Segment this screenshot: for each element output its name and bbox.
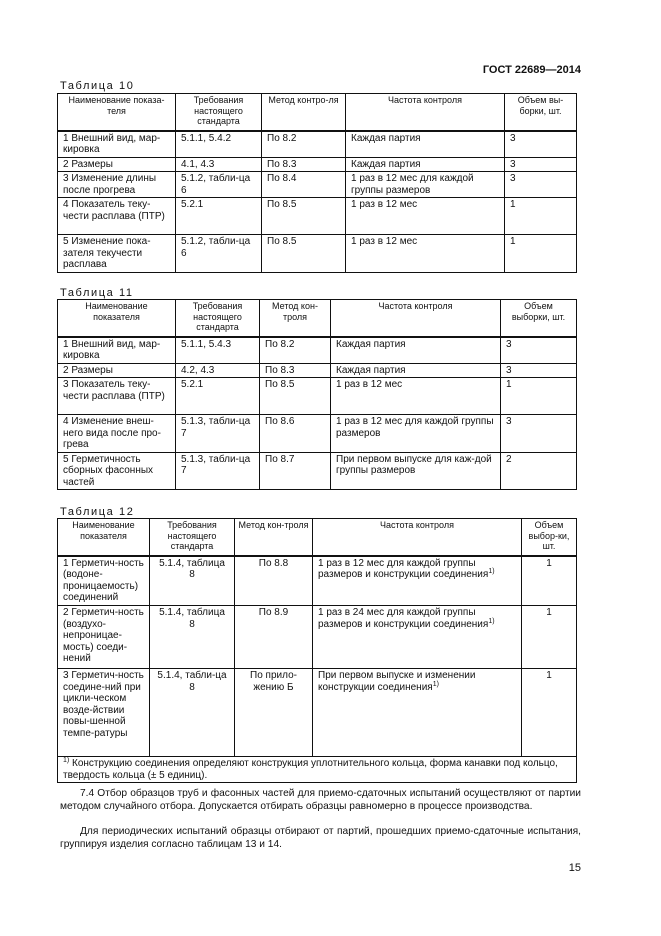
table-cell: 3 (505, 131, 577, 158)
table-cell: По 8.5 (260, 378, 331, 415)
table-cell: 5.1.2, табли-ца 6 (176, 235, 262, 273)
table-cell: 3 (501, 337, 577, 364)
table-cell: По 8.2 (260, 337, 331, 364)
column-header: Частота контроля (331, 300, 501, 337)
column-header: Объем выборки, шт. (501, 300, 577, 337)
table-cell (313, 606, 522, 669)
table-cell: 4.1, 4.3 (176, 157, 262, 172)
table-row (58, 235, 577, 273)
table-cell: Каждая партия (331, 363, 501, 378)
table-cell: Каждая партия (331, 337, 501, 364)
cell-text: 1 раз в 12 мес для каждой группы размеров и конструкции соединения (318, 557, 489, 580)
table-cell: 1 Внешний вид, мар-кировка (58, 337, 176, 364)
table-cell: 1 Внешний вид, мар-кировка (58, 131, 176, 158)
table-12 (57, 518, 577, 783)
table-cell: 1 (522, 606, 577, 669)
standard-header: ГОСТ 22689—2014 (482, 64, 581, 76)
table-row (58, 669, 577, 757)
table-cell: По 8.4 (262, 172, 346, 198)
column-header: Требования настоящего стандарта (176, 94, 262, 131)
table-cell: 5.1.1, 5.4.2 (176, 131, 262, 158)
column-header: Метод контро-ля (262, 94, 346, 131)
table-row (58, 378, 577, 415)
table-cell: 5.2.1 (176, 198, 262, 235)
table-cell: 5.1.1, 5.4.3 (176, 337, 260, 364)
paragraph-7-4: 7.4 Отбор образцов труб и фасонных частей для приемо-сдаточных испытаний осуществляют от партии методом случайного отбора. Допускается отбирать образцы равномерно в процессе производства. (60, 788, 581, 812)
table-cell: 5.1.3, табли-ца 7 (176, 452, 260, 490)
table-12-caption: Таблица 12 (60, 506, 135, 518)
table-cell: 1 раз в 12 мес (346, 198, 505, 235)
table-cell: 5.1.3, табли-ца 7 (176, 415, 260, 453)
table-cell: 5.1.4, табли-ца 8 (150, 669, 235, 757)
column-header: Наименование показа-теля (58, 94, 176, 131)
column-header: Объем вы-борки, шт. (505, 94, 577, 131)
table-cell: 1 раз в 12 мес (331, 378, 501, 415)
table-cell: 3 (505, 157, 577, 172)
table-cell: 1 раз в 12 мес для каждой группы размеров (331, 415, 501, 453)
table-cell: По 8.6 (260, 415, 331, 453)
table-cell: 3 Изменение длины после прогрева (58, 172, 176, 198)
footnote-mark: 1) (432, 680, 439, 688)
table-cell: 2 Размеры (58, 157, 176, 172)
table-row (58, 131, 577, 158)
footnote-mark: 1) (488, 617, 495, 625)
column-header: Наименование показателя (58, 519, 150, 556)
table-cell: По 8.3 (262, 157, 346, 172)
table-row (58, 415, 577, 453)
table-cell: Каждая партия (346, 131, 505, 158)
footnote-mark: 1) (488, 568, 495, 575)
table-cell: 1 раз в 12 мес для каждой группы размеров (346, 172, 505, 198)
table-row (58, 556, 577, 606)
table-cell: По 8.3 (260, 363, 331, 378)
table-cell: 1 (501, 378, 577, 415)
table-cell: По 8.5 (262, 198, 346, 235)
paragraph-periodic: Для периодических испытаний образцы отбирают от партий, прошедших приемо-сдаточные испытания, группируя изделия согласно таблицам 13 и 14. (60, 826, 581, 850)
cell-text: 1 раз в 24 мес для каждой группы размеров и конструкции соединения (318, 607, 489, 630)
column-header: Частота контроля (346, 94, 505, 131)
table-cell: 4.2, 4.3 (176, 363, 260, 378)
table-row (58, 452, 577, 490)
table-row (58, 157, 577, 172)
table-cell: 3 (505, 172, 577, 198)
table-cell: 2 (501, 452, 577, 490)
table-cell: 1 (522, 556, 577, 606)
table-10 (57, 93, 577, 273)
footnote-text: Конструкцию соединения определяют конструкция уплотнительного кольца, форма канавки под кольцо, твердость кольца (± 5 единиц). (63, 758, 558, 781)
table-cell: По прило-жению Б (235, 669, 313, 757)
table-cell: 1 Герметич-ность (водоне-проницаемость) соединений (58, 556, 150, 606)
page-number: 15 (568, 862, 581, 874)
table-cell: 1 (505, 235, 577, 273)
table-cell: 5.1.4, таблица 8 (150, 556, 235, 606)
footnote (58, 757, 577, 783)
column-header: Требования настоящего стандарта (176, 300, 260, 337)
column-header: Метод кон-троля (260, 300, 331, 337)
column-header: Объем выбор-ки, шт. (522, 519, 577, 556)
table-row (58, 363, 577, 378)
footnote-row (58, 757, 577, 783)
table-cell: 5.2.1 (176, 378, 260, 415)
table-row (58, 172, 577, 198)
table-11-caption: Таблица 11 (60, 287, 134, 299)
table-cell: 3 Показатель теку-чести расплава (ПТР) (58, 378, 176, 415)
column-header: Частота контроля (313, 519, 522, 556)
table-cell: 5.1.2, табли-ца 6 (176, 172, 262, 198)
table-cell: По 8.7 (260, 452, 331, 490)
table-cell: 1 раз в 12 мес (346, 235, 505, 273)
table-cell (313, 669, 522, 757)
table-cell: По 8.9 (235, 606, 313, 669)
table-cell: 3 Герметич-ность соедине-ний при цикли-ческом возде-йствии повы-шенной темпе-ратуры (58, 669, 150, 757)
table-cell: 5 Герметичность сборных фасонных частей (58, 452, 176, 490)
table-11 (57, 299, 577, 490)
table-row (58, 606, 577, 669)
table-cell: 4 Показатель теку-чести расплава (ПТР) (58, 198, 176, 235)
table-cell: 1 (505, 198, 577, 235)
table-cell: 3 (501, 363, 577, 378)
table-cell: 2 Герметич-ность (воздухо-непроницае-мость) соеди-нений (58, 606, 150, 669)
table-cell: 3 (501, 415, 577, 453)
table-cell: 1 (522, 669, 577, 757)
table-cell: По 8.2 (262, 131, 346, 158)
column-header: Требования настоящего стандарта (150, 519, 235, 556)
table-cell: 5.1.4, таблица 8 (150, 606, 235, 669)
table-cell: 5 Изменение пока-зателя текучести расплава (58, 235, 176, 273)
table-cell (313, 556, 522, 606)
table-cell: По 8.8 (235, 556, 313, 606)
cell-text: При первом выпуске и изменении конструкции соединения (318, 670, 476, 693)
table-row (58, 198, 577, 235)
table-cell: По 8.5 (262, 235, 346, 273)
footnote-mark: 1) (63, 757, 70, 764)
column-header: Наименование показателя (58, 300, 176, 337)
table-cell: 2 Размеры (58, 363, 176, 378)
table-cell: Каждая партия (346, 157, 505, 172)
table-row (58, 337, 577, 364)
table-10-caption: Таблица 10 (60, 80, 135, 92)
table-cell: 4 Изменение внеш-него вида после про-грева (58, 415, 176, 453)
column-header: Метод кон-троля (235, 519, 313, 556)
table-cell: При первом выпуске для каж-дой группы размеров (331, 452, 501, 490)
